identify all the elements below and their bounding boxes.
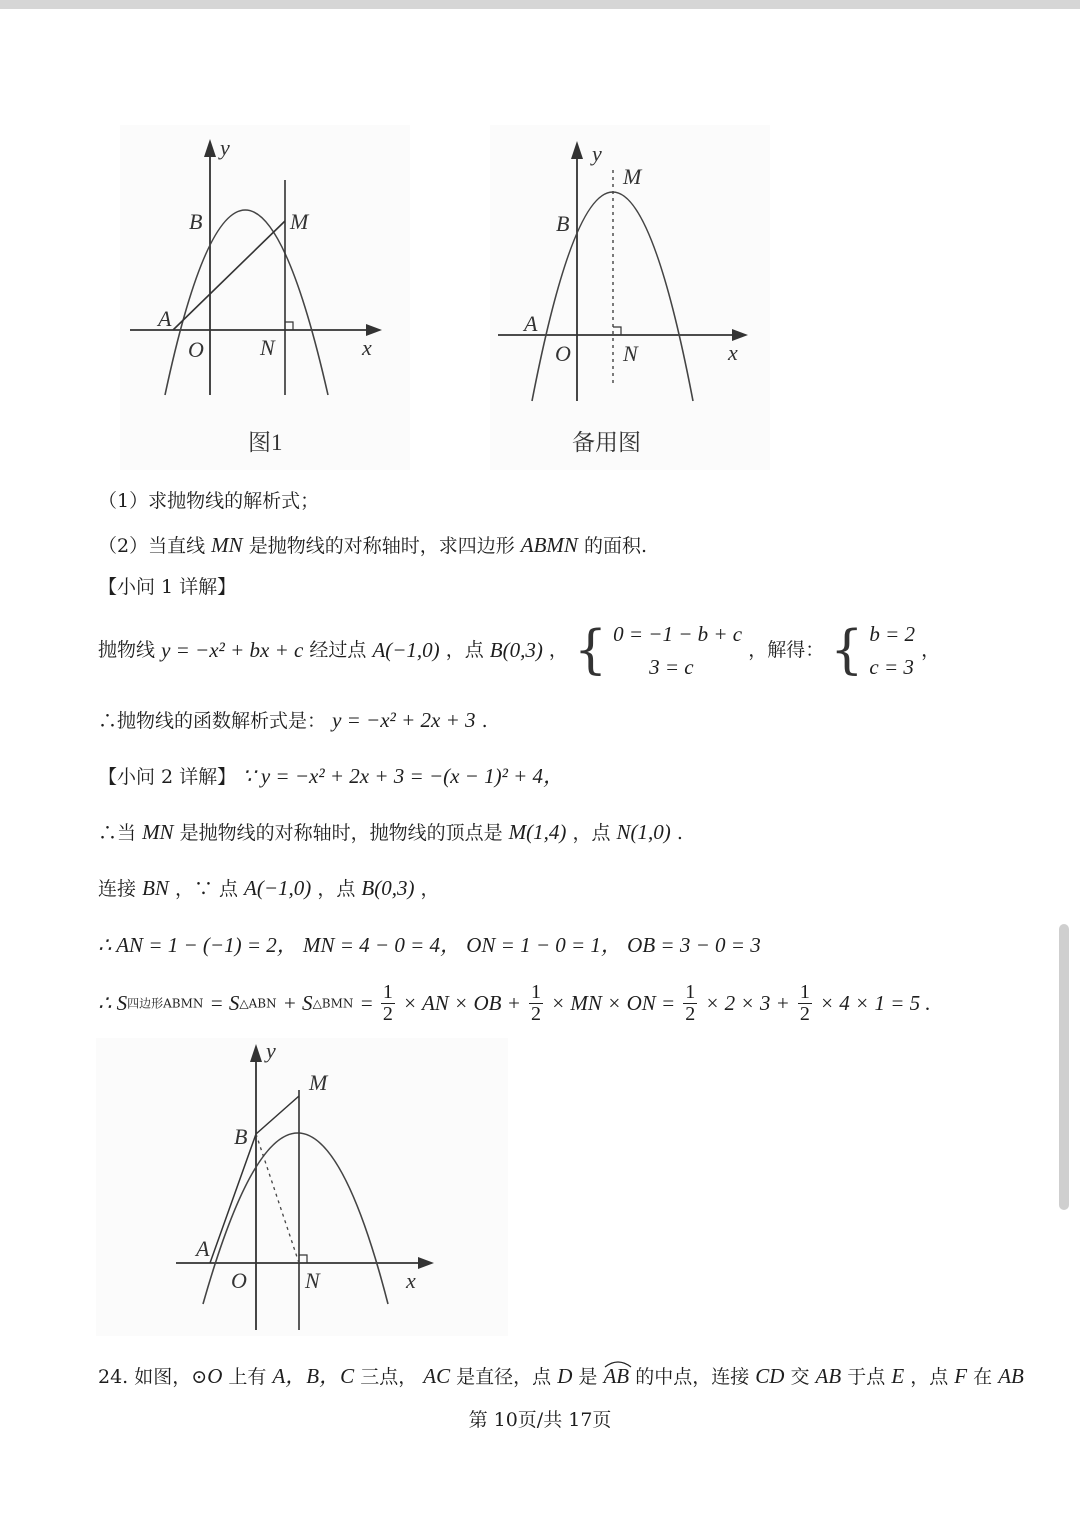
label-N: N [260, 335, 275, 360]
label-A: A [524, 311, 538, 336]
solution-line-6: ∴ AN = 1 − (−1) = 2， MN = 4 − 0 = 4， ON = 1 − 0 = 1， OB = 3 − 0 = 3 [98, 933, 761, 957]
fraction-numerator: 1 [530, 981, 541, 1003]
l5-point-b: B(0,3) [361, 876, 415, 900]
solution-line-5 [98, 878, 440, 899]
question-1: （1）求抛物线的解析式； [98, 490, 320, 512]
fraction-half [529, 982, 543, 1025]
q24-num: 24. [98, 1366, 129, 1388]
page-footer: 第 10页/共 17页 [468, 1409, 612, 1431]
q24-j: 在 [973, 1366, 993, 1388]
label-y: y [220, 135, 230, 160]
top-bar [0, 0, 1080, 9]
label-B: B [234, 1124, 248, 1149]
equation-system-1 [613, 618, 742, 683]
question-24 [98, 1360, 1024, 1387]
equation-system-2 [869, 618, 915, 683]
q24-f: 的中点，连接 [635, 1366, 750, 1388]
sys2-row2: c = 3 [869, 654, 914, 679]
part1-heading: 【小问 1 详解】 [98, 576, 237, 598]
solution-line-4 [98, 822, 683, 843]
l7-f: × MN × ON = [550, 991, 676, 1015]
l5-point-a: A(−1,0) [244, 876, 312, 900]
solution-line-1 [98, 618, 941, 681]
fraction-numerator: 1 [799, 981, 810, 1003]
q24-F: F [954, 1364, 968, 1388]
l7-sub1: 四边形ABMN [127, 996, 204, 1011]
label-M: M [309, 1070, 328, 1095]
solution-line-7 [98, 982, 931, 1032]
system-brace: { [830, 620, 864, 681]
l7-c: + S [282, 991, 313, 1015]
q24-ac: AC [423, 1364, 451, 1388]
q2-mn: MN [211, 533, 243, 557]
q24-g: 交 [790, 1366, 810, 1388]
label-y: y [266, 1038, 276, 1063]
l7-a: ∴ S [98, 991, 128, 1015]
label-M: M [290, 209, 309, 234]
fraction-half [798, 982, 812, 1025]
q2-abmn: ABMN [520, 533, 578, 557]
l7-b: = S [209, 991, 240, 1015]
label-x: x [406, 1268, 416, 1293]
q24-o: O [207, 1364, 223, 1388]
figure-caption: 备用图 [572, 430, 641, 455]
fraction-half [381, 982, 395, 1025]
q24-D: D [557, 1364, 573, 1388]
q2-text-c: 的面积. [583, 535, 647, 557]
l1-b: 经过点 [309, 639, 367, 662]
scrollbar[interactable] [1059, 924, 1069, 1210]
label-B: B [556, 211, 570, 236]
q24-d: 是直径，点 [456, 1366, 552, 1388]
q24-c: 三点， [360, 1366, 418, 1388]
l5-bn: BN [142, 876, 169, 900]
q24-cd: CD [755, 1364, 785, 1388]
label-O: O [555, 341, 571, 366]
l4-d: . [676, 822, 683, 844]
fraction-denominator: 2 [799, 1003, 810, 1025]
l1-d: ， [548, 639, 568, 662]
system-brace: { [573, 620, 608, 681]
figure-3 [96, 1038, 508, 1336]
l1-point-b: B(0,3) [489, 638, 543, 663]
l1-f: ， [921, 639, 941, 662]
l2-eq: y = −x² + 2x + 3 [332, 708, 476, 732]
arc-icon [603, 1360, 633, 1368]
label-A: A [196, 1236, 210, 1261]
l4-point-n: N(1,0) [616, 820, 671, 844]
label-M: M [623, 164, 642, 189]
l7-sub2: △ABN [239, 996, 277, 1011]
q24-e: 是 [578, 1366, 598, 1388]
q24-i: ，点 [910, 1366, 949, 1388]
solution-line-3 [98, 766, 564, 787]
arc-label: AB [603, 1364, 630, 1388]
fraction-numerator: 1 [685, 981, 696, 1003]
label-N: N [623, 341, 638, 366]
sys1-row2: 3 = c [649, 654, 694, 679]
fraction-half [683, 982, 697, 1025]
l1-eq: y = −x² + bx + c [161, 638, 304, 663]
l7-sub3: △BMN [312, 996, 354, 1011]
q2-text-a: （2）当直线 [98, 535, 206, 557]
figure-caption: 图1 [248, 430, 283, 455]
q2-text-b: 是抛物线的对称轴时，求四边形 [248, 535, 515, 557]
solution-line-2 [98, 710, 488, 731]
l7-d: = [359, 991, 379, 1015]
l2-a: ∴抛物线的函数解析式是： [98, 710, 327, 732]
fraction-denominator: 2 [685, 1003, 696, 1025]
figure-1 [120, 125, 410, 470]
l4-mn: MN [142, 820, 174, 844]
l5-c: ，点 [317, 878, 356, 900]
q24-ab2: AB [998, 1364, 1024, 1388]
label-N: N [305, 1268, 320, 1293]
figure-2 [490, 125, 770, 470]
l2-b: . [481, 710, 488, 732]
label-x: x [362, 335, 372, 360]
sys1-row1: 0 = −1 − b + c [613, 622, 743, 646]
label-O: O [231, 1268, 247, 1293]
l5-a: 连接 [98, 878, 137, 900]
l3-eq: ∵ y = −x² + 2x + 3 = −(x − 1)² + 4， [242, 764, 565, 788]
l1-a: 抛物线 [98, 639, 156, 662]
l7-h: × 4 × 1 = 5 . [819, 991, 931, 1015]
arc-ab [603, 1360, 629, 1387]
part2-heading: 【小问 2 详解】 [98, 766, 237, 788]
l4-b: 是抛物线的对称轴时，抛物线的顶点是 [179, 822, 503, 844]
fraction-denominator: 2 [530, 1003, 541, 1025]
l1-c: ，点 [445, 639, 484, 662]
label-x: x [728, 340, 738, 365]
q24-b: 上有 [228, 1366, 267, 1388]
sys2-row1: b = 2 [869, 622, 916, 646]
l7-e: × AN × OB + [402, 991, 521, 1015]
q24-h: 于点 [847, 1366, 886, 1388]
l5-b: ，∵ 点 [174, 878, 238, 900]
l5-d: ， [420, 878, 440, 900]
fraction-numerator: 1 [382, 981, 393, 1003]
label-B: B [189, 209, 203, 234]
question-2 [98, 535, 647, 556]
fraction-denominator: 2 [382, 1003, 393, 1025]
l4-c: ，点 [572, 822, 611, 844]
q24-E: E [891, 1364, 905, 1388]
label-A: A [158, 306, 172, 331]
q24-pts: A，B，C [272, 1364, 355, 1388]
label-y: y [592, 141, 602, 166]
l4-point-m: M(1,4) [508, 820, 567, 844]
l1-point-a: A(−1,0) [372, 638, 440, 663]
l4-a: ∴当 [98, 822, 137, 844]
label-O: O [188, 337, 204, 362]
q24-ab: AB [815, 1364, 842, 1388]
l7-g: × 2 × 3 + [705, 991, 790, 1015]
q24-a: 如图，⊙ [134, 1366, 208, 1388]
l1-e: ，解得： [748, 639, 825, 662]
